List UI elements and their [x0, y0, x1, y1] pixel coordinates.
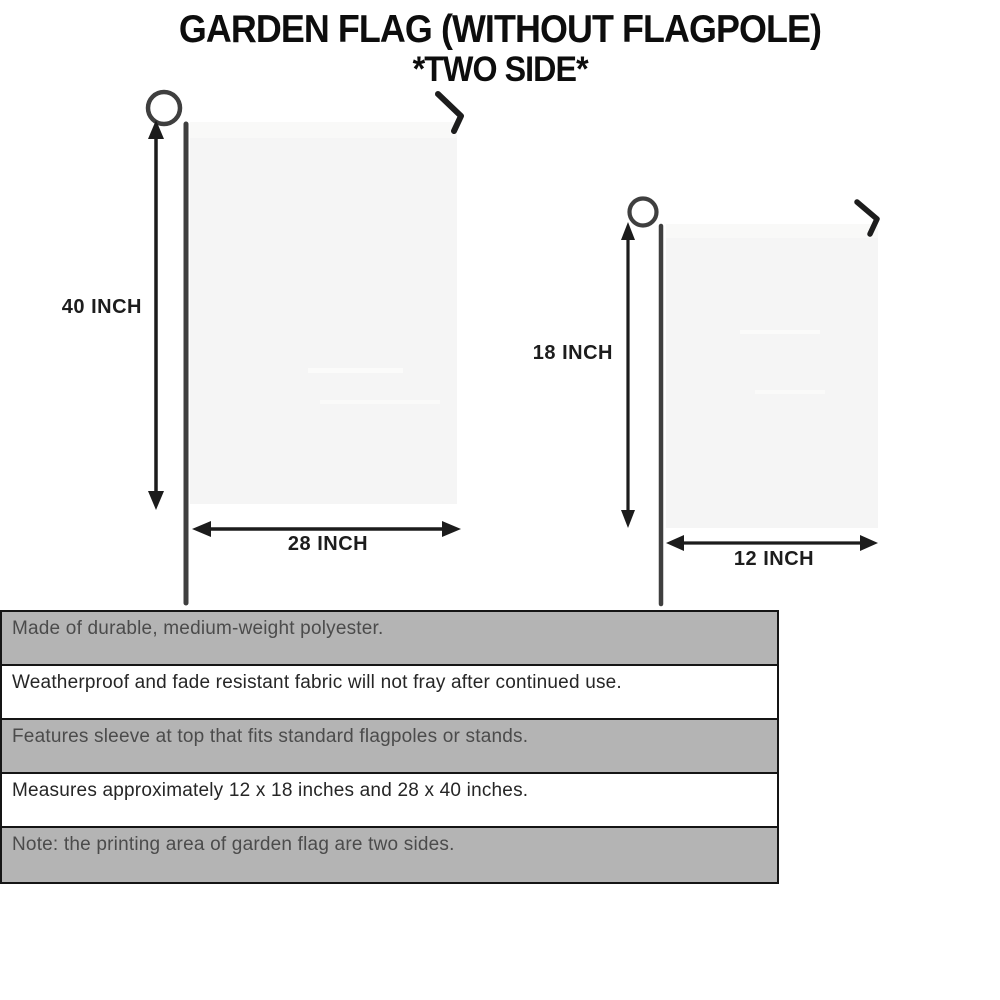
- feature-row-measures: [2, 774, 777, 828]
- small-flag-width-label: 12 INCH: [733, 548, 815, 570]
- small-flag-group: [621, 199, 878, 605]
- large-flag-width-label: 28 INCH: [287, 533, 369, 555]
- feature-list: [0, 610, 779, 884]
- large-pole-hook-icon: [438, 94, 461, 131]
- title-line-1: GARDEN FLAG (WITHOUT FLAGPOLE): [178, 8, 822, 51]
- small-flag-canvas: [666, 224, 878, 528]
- large-pole-loop-icon: [148, 92, 180, 124]
- feature-text: Weatherproof and fade resistant fabric will not fray after continued use.: [12, 672, 622, 693]
- feature-text: Made of durable, medium-weight polyester.: [12, 618, 384, 639]
- small-flag-sleeve: [666, 224, 878, 238]
- small-flag-crease: [740, 330, 820, 334]
- feature-row-note: [2, 828, 777, 882]
- feature-row-material: [2, 612, 777, 666]
- large-flag-crease: [320, 400, 440, 404]
- feature-row-sleeve: [2, 720, 777, 774]
- title-line-2: *TWO SIDE*: [412, 49, 588, 89]
- small-flag-height-label: 18 INCH: [532, 342, 613, 364]
- page-title: [0, 10, 1000, 89]
- feature-row-weatherproof: [2, 666, 777, 720]
- large-flag-canvas: [190, 122, 457, 504]
- small-pole-loop-icon: [630, 199, 657, 226]
- large-flag-height-label: 40 INCH: [61, 296, 142, 318]
- feature-text: Note: the printing area of garden flag are two sides.: [12, 834, 455, 855]
- large-flag-group: [148, 92, 461, 603]
- small-pole-hook-icon: [857, 202, 877, 234]
- large-height-arrow-icon: [148, 120, 164, 510]
- feature-text: Features sleeve at top that fits standard flagpoles or stands.: [12, 726, 529, 747]
- small-flag-crease: [755, 390, 825, 394]
- large-flag-sleeve: [190, 122, 457, 138]
- large-flag-crease: [308, 368, 403, 373]
- feature-text: Measures approximately 12 x 18 inches and 28 x 40 inches.: [12, 780, 529, 801]
- small-height-arrow-icon: [621, 222, 635, 528]
